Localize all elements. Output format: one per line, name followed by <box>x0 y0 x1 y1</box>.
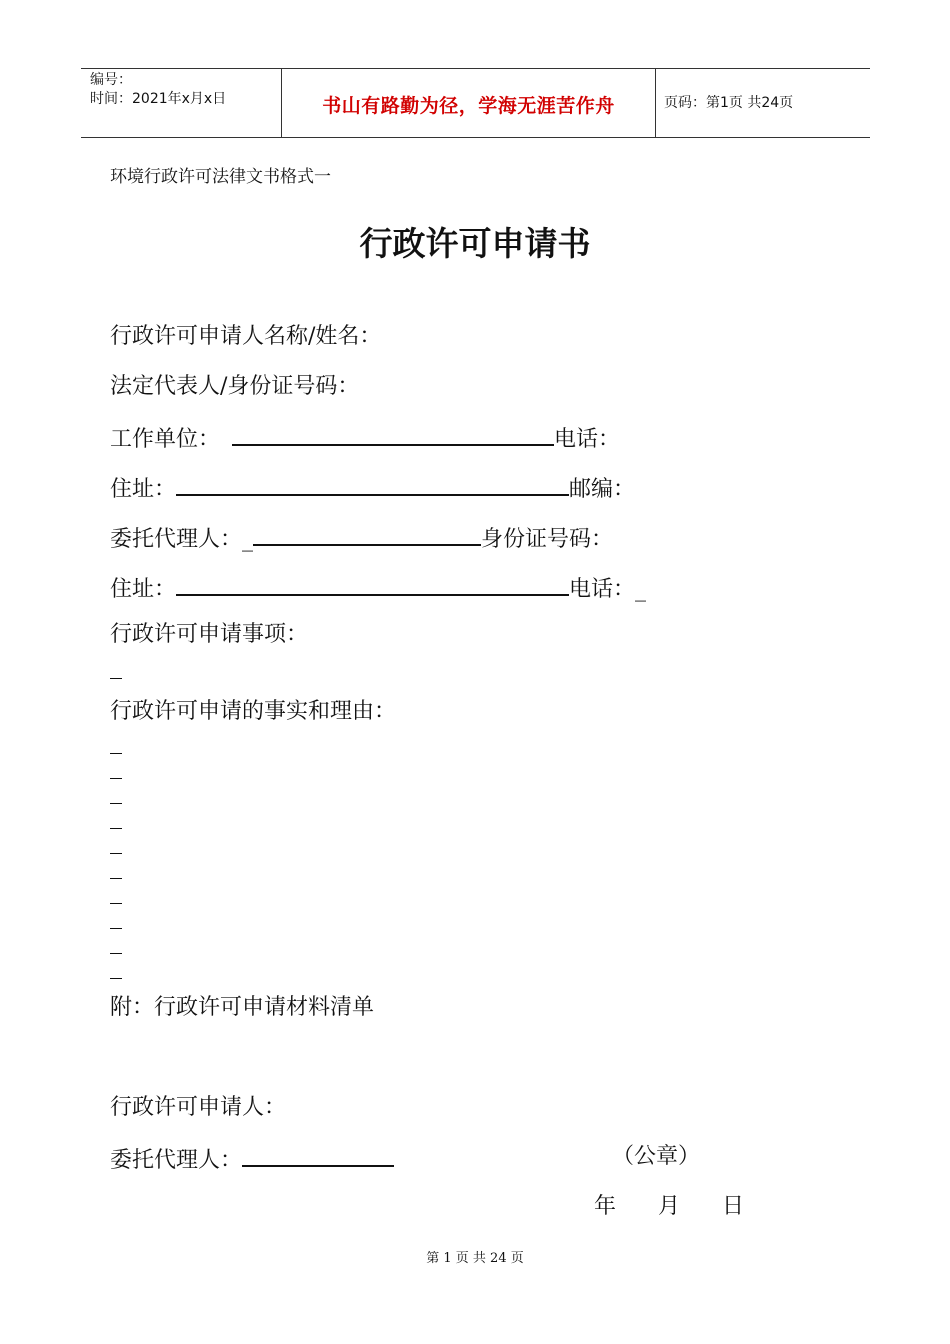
facts-blank-line[interactable] <box>110 828 122 829</box>
date-year: 年 <box>594 1194 617 1219</box>
address-row <box>110 472 635 505</box>
address-blank[interactable] <box>176 472 569 496</box>
agent-address-row <box>110 572 646 605</box>
date-row <box>594 1192 744 1222</box>
facts-blank-line[interactable] <box>110 853 122 854</box>
facts-blank-line[interactable] <box>110 928 122 929</box>
matter-label: 行政许可申请事项： <box>110 622 309 647</box>
agent-address-label: 住址： <box>110 577 177 602</box>
facts-blank-line[interactable] <box>110 753 122 754</box>
header-page-cell <box>655 69 870 137</box>
work-unit-row <box>110 422 620 455</box>
doc-number-label: 编号： <box>90 72 132 88</box>
agent-sign-blank[interactable] <box>242 1143 394 1167</box>
agent-sign-label: 委托代理人： <box>110 1148 243 1173</box>
postcode-label: 邮编： <box>569 477 636 502</box>
header-motto-cell <box>281 69 656 137</box>
date-day: 日 <box>722 1194 745 1219</box>
header-motto: 书山有路勤为径，学海无涯苦作舟 <box>322 95 615 117</box>
facts-blank-line[interactable] <box>110 803 122 804</box>
phone-label: 电话： <box>554 427 621 452</box>
doc-subtitle: 环境行政许可法律文书格式一 <box>110 167 331 187</box>
address-label: 住址： <box>110 477 177 502</box>
facts-label: 行政许可申请的事实和理由： <box>110 699 397 724</box>
doc-title: 行政许可申请书 <box>359 224 591 263</box>
work-unit-blank[interactable] <box>232 422 554 446</box>
header-page-label: 页码：第1页 共24页 <box>664 95 794 111</box>
facts-blank-line[interactable] <box>110 978 122 979</box>
matter-blank-line[interactable] <box>110 678 122 679</box>
facts-blank-line[interactable] <box>110 903 122 904</box>
page-header <box>81 68 870 138</box>
agent-label: 委托代理人：_ <box>110 527 254 552</box>
attachment-label: 附：行政许可申请材料清单 <box>110 995 375 1020</box>
header-meta-cell <box>81 69 281 137</box>
seal-label: （公章） <box>612 1144 701 1169</box>
facts-blank-line[interactable] <box>110 878 122 879</box>
facts-blank-line[interactable] <box>110 953 122 954</box>
page-footer: 第 1 页 共 24 页 <box>426 1251 524 1266</box>
agent-row <box>110 522 613 555</box>
legal-rep-label: 法定代表人/身份证号码： <box>110 374 360 399</box>
facts-blank-line[interactable] <box>110 778 122 779</box>
agent-blank[interactable] <box>253 522 481 546</box>
agent-sign-row <box>110 1143 394 1176</box>
applicant-name-label: 行政许可申请人名称/姓名： <box>110 324 382 349</box>
doc-time-label: 时间：2021年x月x日 <box>90 91 227 107</box>
date-month: 月 <box>658 1194 681 1219</box>
work-unit-label: 工作单位： <box>110 427 221 452</box>
agent-phone-label: 电话：_ <box>569 577 647 602</box>
agent-id-label: 身份证号码： <box>481 527 614 552</box>
agent-address-blank[interactable] <box>176 572 569 596</box>
signer-label: 行政许可申请人： <box>110 1095 287 1120</box>
